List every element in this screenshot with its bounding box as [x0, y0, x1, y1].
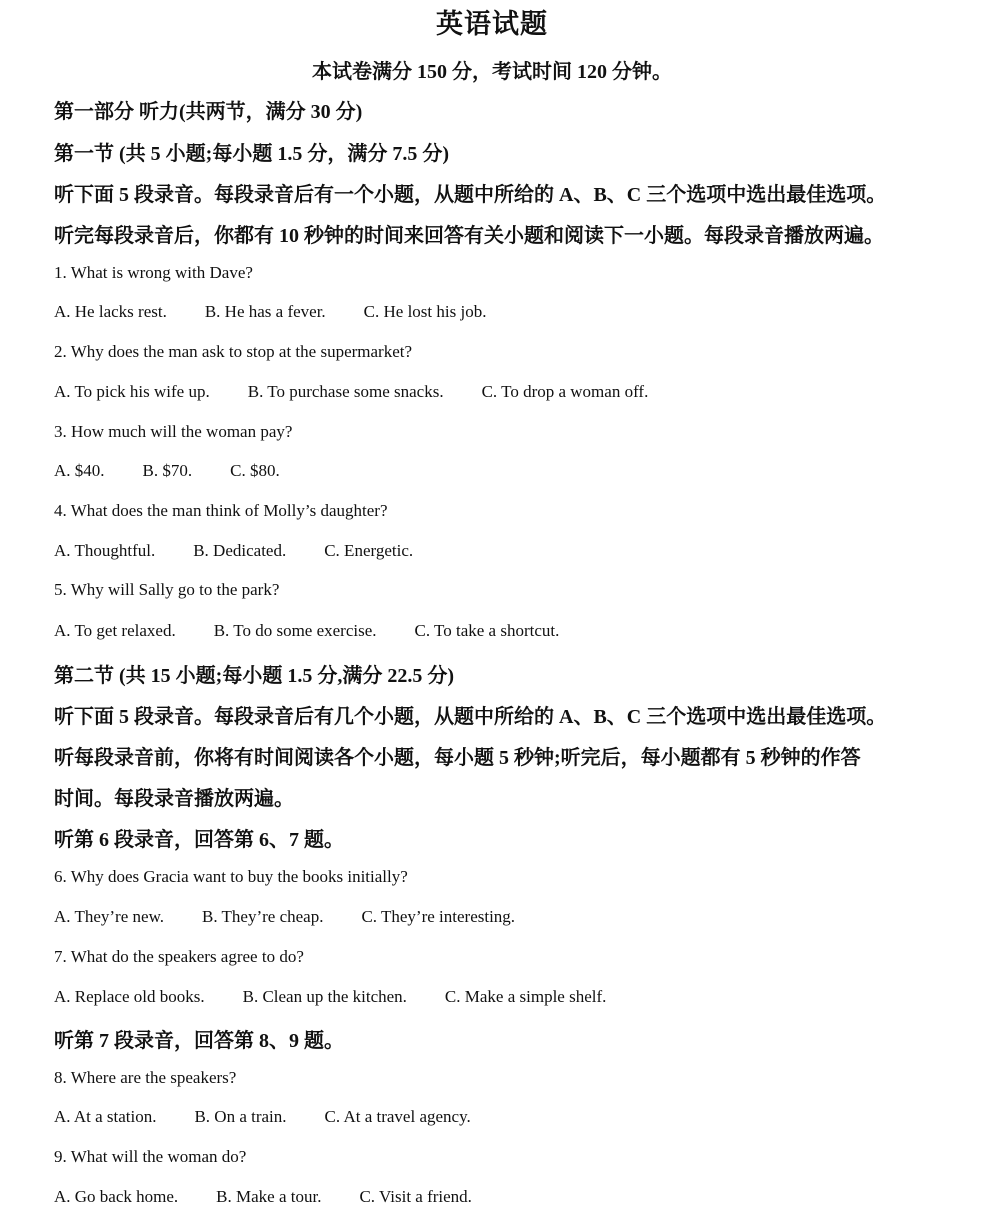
- question-9-options: [54, 1187, 472, 1207]
- option-c: C. To take a shortcut.: [414, 621, 560, 640]
- option-b: B. Make a tour.: [216, 1187, 322, 1206]
- option-c: C. To drop a woman off.: [481, 382, 649, 401]
- section1-heading: 第一节 (共 5 小题;每小题 1.5 分，满分 7.5 分): [54, 143, 449, 165]
- option-a: A. They’re new.: [54, 907, 164, 926]
- option-a: A. To get relaxed.: [54, 621, 176, 640]
- question-5: 5. Why will Sally go to the park?: [54, 580, 280, 599]
- option-b: B. They’re cheap.: [202, 907, 324, 926]
- question-2: 2. Why does the man ask to stop at the supermarket?: [54, 342, 413, 361]
- group6-heading: 听第 6 段录音，回答第 6、7 题。: [54, 829, 344, 851]
- section2-instruction-3: 时间。每段录音播放两遍。: [54, 788, 294, 810]
- option-b: B. To do some exercise.: [213, 621, 377, 640]
- question-9: 9. What will the woman do?: [54, 1147, 247, 1166]
- section2-instruction-1: 听下面 5 段录音。每段录音后有几个小题，从题中所给的 A、B、C 三个选项中选出最佳选项。: [54, 706, 887, 728]
- question-8: 8. Where are the speakers?: [54, 1068, 237, 1087]
- question-4: 4. What does the man think of Molly’s daughter?: [54, 501, 388, 520]
- option-a: A. Go back home.: [54, 1187, 179, 1206]
- option-c: C. They’re interesting.: [361, 907, 516, 926]
- group7-heading: 听第 7 段录音，回答第 8、9 题。: [54, 1030, 344, 1052]
- option-a: A. Thoughtful.: [54, 541, 156, 560]
- section2-instruction-2: 听每段录音前，你将有时间阅读各个小题，每小题 5 秒钟;听完后，每小题都有 5 秒钟的作答: [54, 747, 861, 769]
- question-8-options: [54, 1107, 471, 1127]
- option-a: A. He lacks rest.: [54, 302, 167, 321]
- section2-heading: 第二节 (共 15 小题;每小题 1.5 分,满分 22.5 分): [54, 665, 454, 687]
- option-b: B. On a train.: [194, 1107, 287, 1126]
- option-b: B. To purchase some snacks.: [247, 382, 444, 401]
- option-a: A. To pick his wife up.: [54, 382, 210, 401]
- option-a: A. Replace old books.: [54, 987, 205, 1006]
- question-1-options: [54, 302, 486, 322]
- option-c: C. Energetic.: [324, 541, 414, 560]
- option-a: A. At a station.: [54, 1107, 157, 1126]
- question-1: 1. What is wrong with Dave?: [54, 263, 253, 282]
- question-3: 3. How much will the woman pay?: [54, 422, 293, 441]
- option-c: C. He lost his job.: [363, 302, 487, 321]
- option-c: C. $80.: [230, 461, 280, 480]
- question-3-options: [54, 461, 280, 481]
- option-b: B. Clean up the kitchen.: [242, 987, 407, 1006]
- option-b: B. $70.: [142, 461, 193, 480]
- question-7: 7. What do the speakers agree to do?: [54, 947, 304, 966]
- option-c: C. Visit a friend.: [359, 1187, 472, 1206]
- question-2-options: [54, 382, 648, 402]
- section1-instruction-1: 听下面 5 段录音。每段录音后有一个小题，从题中所给的 A、B、C 三个选项中选出最佳选项。: [54, 184, 887, 206]
- question-6-options: [54, 907, 515, 927]
- part1-heading: 第一部分 听力(共两节，满分 30 分): [54, 101, 363, 123]
- question-5-options: [54, 621, 559, 641]
- question-7-options: [54, 987, 606, 1007]
- question-4-options: [54, 541, 413, 561]
- option-a: A. $40.: [54, 461, 105, 480]
- option-c: C. At a travel agency.: [324, 1107, 471, 1126]
- exam-subtitle: 本试卷满分 150 分，考试时间 120 分钟。: [312, 61, 672, 83]
- option-b: B. Dedicated.: [193, 541, 287, 560]
- option-c: C. Make a simple shelf.: [444, 987, 607, 1006]
- section1-instruction-2: 听完每段录音后，你都有 10 秒钟的时间来回答有关小题和阅读下一小题。每段录音播放两遍。: [54, 225, 884, 247]
- option-b: B. He has a fever.: [204, 302, 326, 321]
- exam-title: 英语试题: [436, 9, 548, 39]
- question-6: 6. Why does Gracia want to buy the books initially?: [54, 867, 408, 886]
